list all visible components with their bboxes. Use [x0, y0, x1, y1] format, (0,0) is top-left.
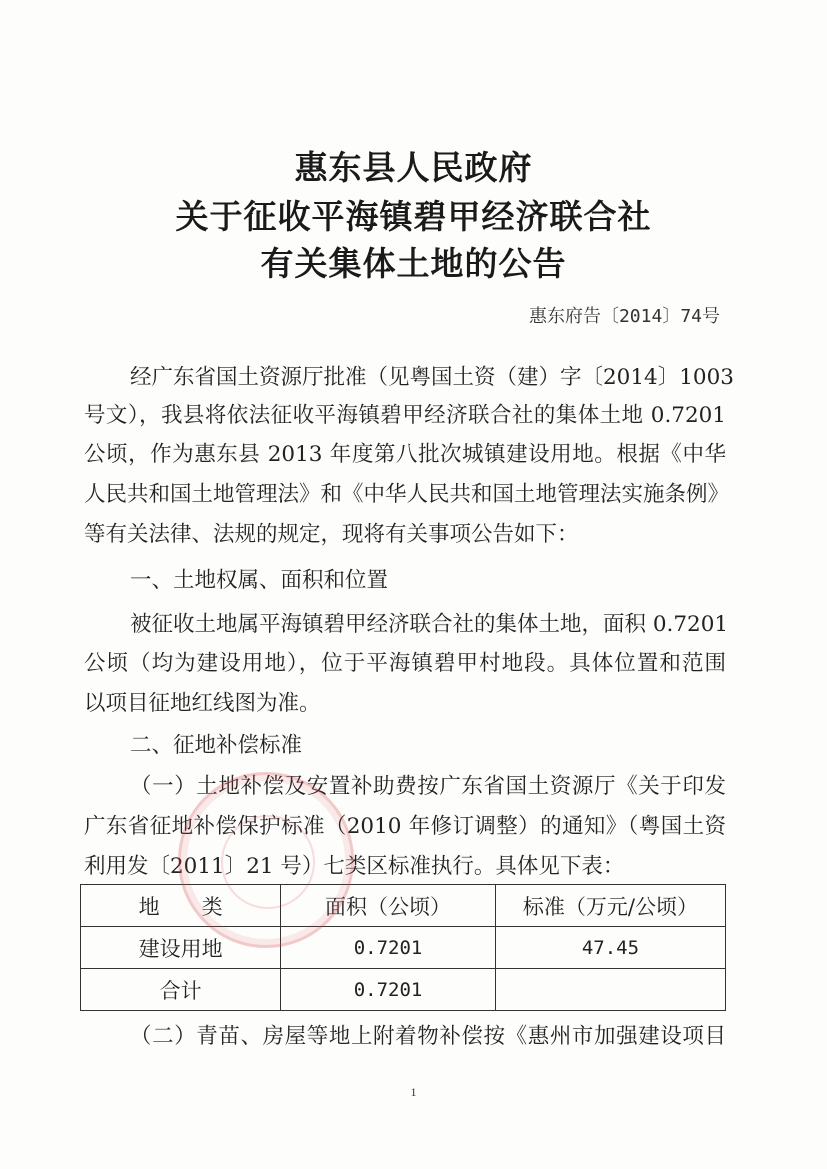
document-number: 惠东府告〔2014〕74号 — [528, 306, 720, 327]
table-cell — [495, 969, 725, 1011]
body-line: 公顷（均为建设用地），位于平海镇碧甲村地段。具体位置和范围 — [84, 651, 726, 676]
body-line: （二）青苗、房屋等地上附着物补偿按《惠州市加强建设项目 — [130, 1024, 726, 1049]
body-line: 被征收土地属平海镇碧甲经济联合社的集体土地，面积 0.7201 — [130, 612, 729, 637]
table-header-cell: 标准（万元/公顷） — [495, 885, 725, 927]
title-line-1: 惠东县人民政府 — [294, 148, 533, 187]
table-header-cell: 面积（公顷） — [281, 885, 496, 927]
table-cell: 合计 — [81, 969, 281, 1011]
body-line: 号文），我县将依法征收平海镇碧甲经济联合社的集体土地 0.7201 — [84, 403, 726, 428]
table-cell: 0.7201 — [281, 927, 496, 969]
page-number: 1 — [410, 1085, 417, 1099]
table-row — [81, 927, 726, 969]
title-line-3: 有关集体土地的公告 — [260, 244, 567, 283]
body-line: 人民共和国土地管理法》和《中华人民共和国土地管理法实施条例》 — [84, 482, 730, 507]
table-row — [81, 969, 726, 1011]
section-heading-1: 一、土地权属、面积和位置 — [130, 568, 389, 593]
table-cell: 建设用地 — [81, 927, 281, 969]
table-cell: 0.7201 — [281, 969, 496, 1011]
title-line-2: 关于征收平海镇碧甲经济联合社 — [175, 197, 652, 236]
compensation-table — [80, 884, 726, 1011]
body-line: 利用发〔2011〕21 号）七类区标准执行。具体见下表： — [84, 854, 625, 879]
table-cell: 47.45 — [495, 927, 725, 969]
body-line: 以项目征地红线图为准。 — [84, 691, 321, 716]
body-line: （一）土地补偿及安置补助费按广东省国土资源厅《关于印发 — [130, 774, 726, 799]
table-header-row — [81, 885, 726, 927]
body-line: 等有关法律、法规的规定，现将有关事项公告如下： — [84, 522, 579, 547]
body-line: 广东省征地补偿保护标准（2010 年修订调整）的通知》（粤国土资 — [84, 814, 726, 839]
body-line: 经广东省国土资源厅批准（见粤国土资（建）字〔2014〕1003 — [130, 365, 734, 390]
table-header-cell: 地 类 — [81, 885, 281, 927]
section-heading-2: 二、征地补偿标准 — [130, 733, 303, 758]
body-line: 公顷，作为惠东县 2013 年度第八批次城镇建设用地。根据《中华 — [84, 442, 726, 467]
